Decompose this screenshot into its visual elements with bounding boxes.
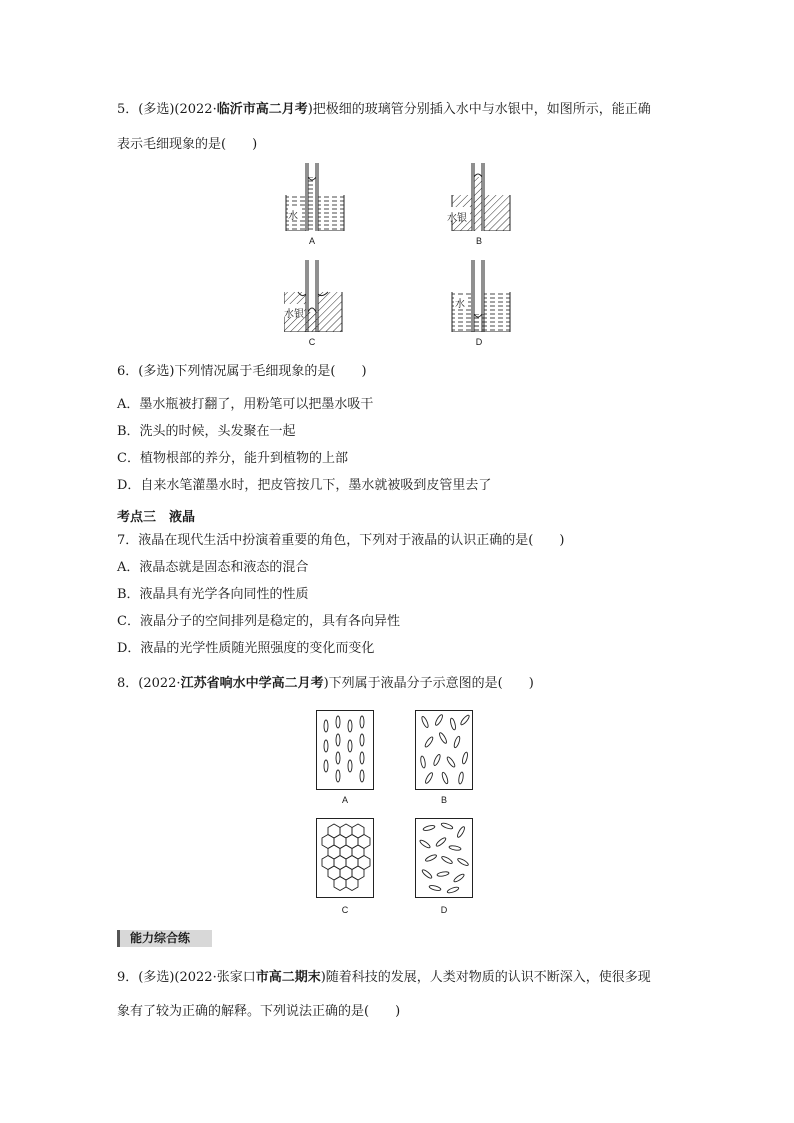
q5-figure-c-liquid: 水银	[284, 309, 304, 320]
q6-option-b: B．洗头的时候，头发聚在一起	[117, 424, 296, 439]
q5-figure-b-label: B	[475, 236, 482, 246]
q8-figure-c-label: C	[341, 905, 349, 915]
q9-line2: 象有了较为正确的解释。下列说法正确的是( )	[117, 1004, 401, 1019]
section-heading: 考点三 液晶	[117, 510, 196, 525]
q8-figure-a-label: A	[341, 795, 348, 805]
q8-figure-d-label: D	[440, 905, 448, 915]
section-banner: 能力综合练	[117, 930, 212, 947]
q5-figure-b-liquid: 水银	[447, 213, 467, 224]
q5-line1: 5．(多选)(2022·临沂市高二月考)把极细的玻璃管分别插入水中与水银中，如图所示，能正确	[117, 102, 651, 117]
q7-stem: 7．液晶在现代生活中扮演着重要的角色，下列对于液晶的认识正确的是( )	[117, 533, 565, 548]
q5-figure-a-label: A	[308, 236, 315, 246]
q8-figure-b	[415, 710, 473, 790]
q8-figure-d	[415, 818, 473, 898]
q5-figure-a-liquid: 水	[288, 211, 298, 222]
q8-figure-b-label: B	[440, 795, 447, 805]
q6-stem: 6．(多选)下列情况属于毛细现象的是( )	[117, 364, 367, 379]
q6-option-c: C．植物根部的养分，能升到植物的上部	[117, 451, 348, 466]
q7-option-d: D．液晶的光学性质随光照强度的变化而变化	[117, 641, 375, 656]
q7-option-a: A．液晶态就是固态和液态的混合	[117, 560, 309, 575]
q5-figure-d-liquid: 水	[455, 299, 465, 310]
q5-figure-c-label: C	[308, 337, 316, 347]
q5-line2: 表示毛细现象的是( )	[117, 137, 258, 152]
q6-option-a: A．墨水瓶被打翻了，用粉笔可以把墨水吸干	[117, 397, 374, 412]
q7-option-b: B．液晶具有光学各向同性的性质	[117, 587, 309, 602]
q5-figure-d-label: D	[475, 337, 483, 347]
q9-line1: 9．(多选)(2022·张家口市高二期末)随着科技的发展，人类对物质的认识不断深入，使很多现	[117, 970, 651, 985]
q8-stem: 8．(2022·江苏省响水中学高二月考)下列属于液晶分子示意图的是( )	[117, 676, 534, 691]
q8-figure-a	[316, 710, 374, 790]
q5-figure-c	[284, 260, 348, 332]
q7-option-c: C．液晶分子的空间排列是稳定的，具有各向异性	[117, 614, 400, 629]
q8-figure-c	[316, 818, 374, 898]
q6-option-d: D．自来水笔灌墨水时，把皮管按几下，墨水就被吸到皮管里去了	[117, 478, 492, 493]
